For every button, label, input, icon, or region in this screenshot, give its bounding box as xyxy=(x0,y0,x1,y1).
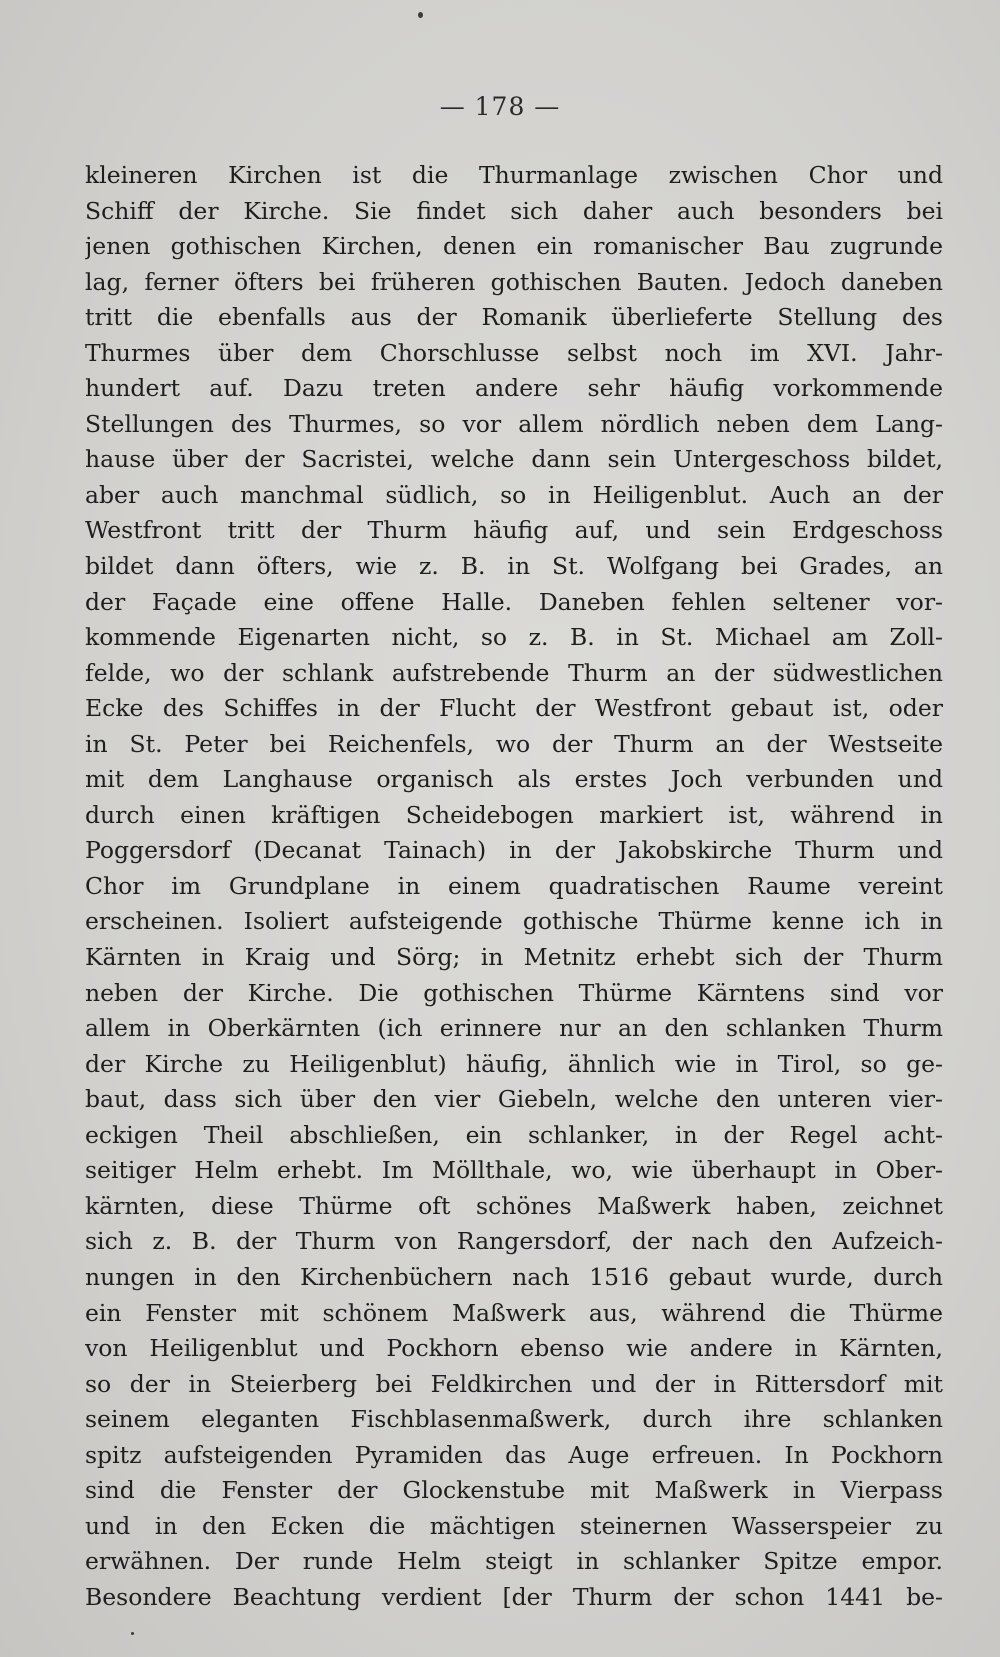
text-line: der Kirche zu Heiligenblut) häufig, ähnlich wie in Tirol, so ge- xyxy=(85,1049,943,1078)
text-line: sich z. B. der Thurm von Rangersdorf, der nach den Aufzeich- xyxy=(85,1227,943,1256)
text-line: kommende Eigenarten nicht, so z. B. in St. Michael am Zoll- xyxy=(85,623,943,652)
text-line: lag, ferner öfters bei früheren gothischen Bauten. Jedoch daneben xyxy=(85,267,943,296)
text-line: erscheinen. Isoliert aufsteigende gothische Thürme kenne ich in xyxy=(85,907,943,936)
ink-speck xyxy=(418,12,423,18)
text-line: allem in Oberkärnten (ich erinnere nur an den schlanken Thurm xyxy=(85,1014,943,1043)
text-line: baut, dass sich über den vier Giebeln, welche den unteren vier- xyxy=(85,1085,943,1114)
text-line: nungen in den Kirchenbüchern nach 1516 gebaut wurde, durch xyxy=(85,1262,943,1291)
text-line: kärnten, diese Thürme oft schönes Maßwerk haben, zeichnet xyxy=(85,1191,943,1220)
text-line: seinem eleganten Fischblasenmaßwerk, durch ihre schlanken xyxy=(85,1405,943,1434)
text-line: mit dem Langhause organisch als erstes Joch verbunden und xyxy=(85,765,943,794)
text-line: Schiff der Kirche. Sie findet sich daher auch besonders bei xyxy=(85,196,943,225)
text-line: Thurmes über dem Chorschlusse selbst noch im XVI. Jahr- xyxy=(85,338,943,367)
text-line: ein Fenster mit schönem Maßwerk aus, während die Thürme xyxy=(85,1298,943,1327)
page-number: — 178 — xyxy=(439,92,561,121)
text-line: hause über der Sacristei, welche dann sein Untergeschoss bildet, xyxy=(85,445,943,474)
text-line: Poggersdorf (Decanat Tainach) in der Jakobskirche Thurm und xyxy=(85,836,943,865)
text-line: Chor im Grundplane in einem quadratischen Raume vereint xyxy=(85,871,943,900)
text-line: jenen gothischen Kirchen, denen ein romanischer Bau zugrunde xyxy=(85,232,943,261)
text-line: spitz aufsteigenden Pyramiden das Auge erfreuen. In Pockhorn xyxy=(85,1440,943,1469)
text-line: bildet dann öfters, wie z. B. in St. Wolfgang bei Grades, an xyxy=(85,552,943,581)
text-line: so der in Steierberg bei Feldkirchen und der in Rittersdorf mit xyxy=(85,1369,943,1398)
body-text xyxy=(85,158,943,1615)
text-line: hundert auf. Dazu treten andere sehr häufig vorkommende xyxy=(85,374,943,403)
text-line: der Façade eine offene Halle. Daneben fehlen seltener vor- xyxy=(85,587,943,616)
text-line: seitiger Helm erhebt. Im Möllthale, wo, wie überhaupt in Ober- xyxy=(85,1156,943,1185)
text-line: von Heiligenblut und Pockhorn ebenso wie andere in Kärnten, xyxy=(85,1334,943,1363)
text-line: durch einen kräftigen Scheidebogen markiert ist, während in xyxy=(85,800,943,829)
text-line: Besondere Beachtung verdient [der Thurm der schon 1441 be- xyxy=(85,1582,943,1611)
text-line: neben der Kirche. Die gothischen Thürme Kärntens sind vor xyxy=(85,978,943,1007)
text-line: tritt die ebenfalls aus der Romanik überlieferte Stellung des xyxy=(85,303,943,332)
text-line: und in den Ecken die mächtigen steinernen Wasserspeier zu xyxy=(85,1511,943,1540)
text-line: sind die Fenster der Glockenstube mit Maßwerk in Vierpass xyxy=(85,1476,943,1505)
text-line: Kärnten in Kraig und Sörg; in Metnitz erhebt sich der Thurm xyxy=(85,943,943,972)
text-line: Stellungen des Thurmes, so vor allem nördlich neben dem Lang- xyxy=(85,409,943,438)
text-line: Westfront tritt der Thurm häufig auf, und sein Erdgeschoss xyxy=(85,516,943,545)
text-line: aber auch manchmal südlich, so in Heiligenblut. Auch an der xyxy=(85,480,943,509)
text-line: felde, wo der schlank aufstrebende Thurm an der südwestlichen xyxy=(85,658,943,687)
ink-speck xyxy=(131,1632,134,1635)
text-line: erwähnen. Der runde Helm steigt in schlanker Spitze empor. xyxy=(85,1547,943,1576)
text-line: eckigen Theil abschließen, ein schlanker, in der Regel acht- xyxy=(85,1120,943,1149)
text-line: kleineren Kirchen ist die Thurmanlage zwischen Chor und xyxy=(85,161,943,189)
text-line: Ecke des Schiffes in der Flucht der Westfront gebaut ist, oder xyxy=(85,694,943,723)
text-line: in St. Peter bei Reichenfels, wo der Thurm an der Westseite xyxy=(85,729,943,758)
